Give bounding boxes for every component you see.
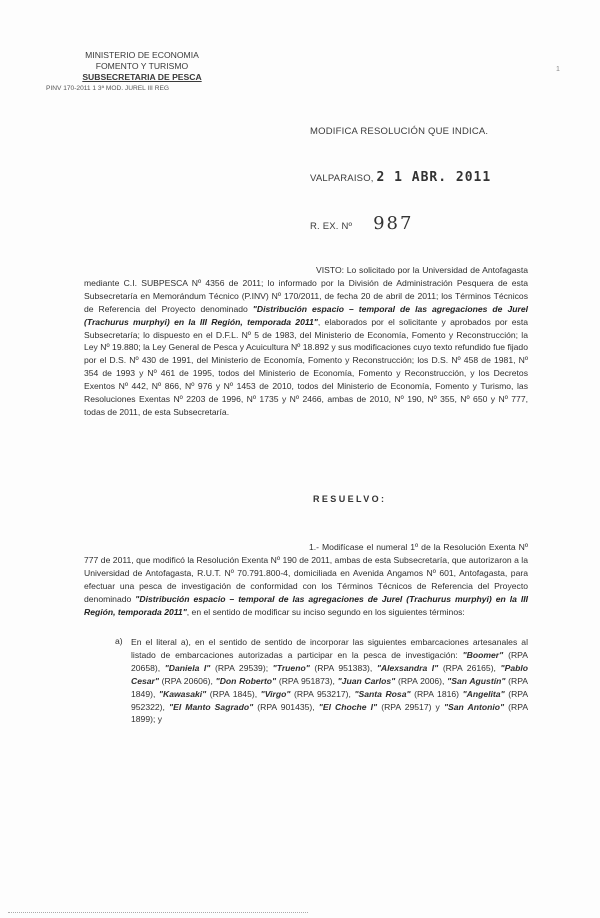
vessel-rpa: (RPA 20658), <box>131 649 529 673</box>
vessel-name: "Virgo" <box>260 688 291 699</box>
vessel-rpa: (RPA 1849), <box>131 675 529 699</box>
file-reference: PINV 170-2011 1 3ª MOD. JUREL III REG <box>46 85 170 92</box>
vessel-rpa: (RPA 2006), <box>397 675 445 686</box>
date-stamp: 2 1 ABR. 2011 <box>376 170 492 185</box>
article-1-text: 1.- Modifícase el numeral 1º de la Resolución Exenta Nº 777 de 2011, que modificó la Resolución Exenta Nº 190 de 2011, ambas de esta Subsecretaría, que autorizaron a la Universidad de Antofagasta, R.U.T. Nº 70.791.800-4, domiciliada en Avenida Angamos Nº 601, Antofagasta, para efectuar una pesca de investigación de conformidad con los Términos Técnicos de Referencia del Proyecto denominado <box>84 542 528 604</box>
vessel-rpa: (RPA 1899); y <box>131 701 529 725</box>
subsecretaria-name: SUBSECRETARIA DE PESCA <box>82 72 202 82</box>
literal-a-intro: En el literal a), en el sentido de sentido de incorporar las siguientes embarcaciones artesanales al listado de embarcaciones autorizadas a participar en la pesca de investigación: <box>131 637 528 660</box>
visto-text-2: , elaborados por el solicitante y aprobados por esta Subsecretaría; lo dispuesto en el D.F.L. Nº 5 de 1983, del Ministerio de Economía, Fomento y Reconstrucción; la Ley Nº 19.880; la Ley General de Pesca y Acuicultura Nº 18.892 y sus modificaciones cuyo texto refundido fue fijado por el D.S. Nº 430 de 1991, del Ministerio de Economía, Fomento y Reconstrucción; los D.S. Nº 458 de 1981, Nº 354 de 1993 y Nº 461 de 1995, todos del Ministerio de Economía, Fomento y Reconstrucción, y los Decretos Exentos Nº 442, Nº 866, Nº 976 y Nº 1453 de 2010, todos del Ministerio de Economía, Fomento y Turismo, las Resoluciones Exentas Nº 2203 de 1996, Nº 1735 y Nº 2466, ambas de 2010, Nº 190, Nº 355, Nº 650 y Nº 777, todas de 2011, de esta Subsecretaría. <box>84 316 528 417</box>
literal-a-paragraph <box>131 636 528 726</box>
vessel-name: "San Antonio" <box>443 701 505 712</box>
vessel-name: "Kawasaki" <box>158 688 207 699</box>
resolution-number-line <box>310 213 413 234</box>
subject-line: MODIFICA RESOLUCIÓN QUE INDICA. <box>310 126 489 137</box>
footer-rule <box>8 912 308 916</box>
article-1-paragraph <box>84 541 528 618</box>
vessel-rpa: (RPA 26165), <box>442 662 496 673</box>
ministry-name: MINISTERIO DE ECONOMIA <box>85 50 199 60</box>
visto-paragraph <box>84 264 528 419</box>
vessel-name: "Santa Rosa" <box>354 688 411 699</box>
vessel-name: "El Choche I" <box>318 701 378 712</box>
vessel-rpa: (RPA 1845), <box>209 688 258 699</box>
rex-label: R. EX. Nº <box>310 221 353 232</box>
vessel-name: "Trueno" <box>272 662 310 673</box>
article-1-project-title: "Distribución espacio – temporal de las agregaciones de Jurel (Trachurus murphyi) en la III Región, temporada 2011" <box>84 593 529 617</box>
ministry-name-line2: FOMENTO Y TURISMO <box>95 61 189 71</box>
vessel-rpa: (RPA 951383), <box>314 662 373 673</box>
resolution-number: 987 <box>373 213 414 234</box>
vessel-name: "Angelita" <box>462 688 505 699</box>
vessel-rpa: (RPA 952322), <box>131 688 529 712</box>
vessel-rpa: (RPA 29539); <box>214 662 269 673</box>
vessel-rpa: (RPA 901435), <box>257 701 315 712</box>
vessel-rpa: (RPA 20606), <box>161 675 213 686</box>
city-label: VALPARAISO, <box>310 173 374 184</box>
vessel-rpa: (RPA 29517) y <box>381 701 440 712</box>
page-mark: 1 <box>556 66 560 73</box>
vessel-name: "Boomer" <box>462 649 504 660</box>
article-1-tail: , en el sentido de modificar su inciso segundo en los siguientes términos: <box>186 606 465 617</box>
date-line <box>310 170 491 185</box>
visto-text-1: Lo solicitado por la Universidad de Antofagasta mediante C.I. SUBPESCA Nº 4356 de 2011; lo informado por la División de Administración Pesquera de esta Subsecretaría en Memorándum Técnico (P.INV) Nº 170/2011, de fecha 20 de abril de 2011; los Términos Técnicos de Referencia del Proyecto denominado <box>84 265 528 314</box>
resuelvo-heading: RESUELVO: <box>313 494 387 504</box>
visto-lead: VISTO: <box>316 265 345 275</box>
visto-project-title: "Distribución espacio – temporal de las agregaciones de Jurel (Trachurus murphyi) en la III Región, temporada 2011" <box>84 303 528 327</box>
vessel-name: "Pablo Cesar" <box>131 662 528 686</box>
vessel-list <box>131 650 528 725</box>
letterhead <box>46 50 232 94</box>
vessel-name: "Juan Carlos" <box>337 675 396 686</box>
vessel-name: "Alexsandra I" <box>376 662 439 673</box>
vessel-rpa: (RPA 1816) <box>414 688 460 699</box>
vessel-name: "San Agustín" <box>447 675 506 686</box>
literal-a-marker: a) <box>115 636 123 646</box>
vessel-name: "El Manto Sagrado" <box>169 701 254 712</box>
vessel-rpa: (RPA 951873), <box>278 675 335 686</box>
vessel-rpa: (RPA 953217), <box>294 688 351 699</box>
vessel-name: "Don Roberto" <box>215 675 277 686</box>
vessel-name: "Daniela I" <box>164 662 211 673</box>
